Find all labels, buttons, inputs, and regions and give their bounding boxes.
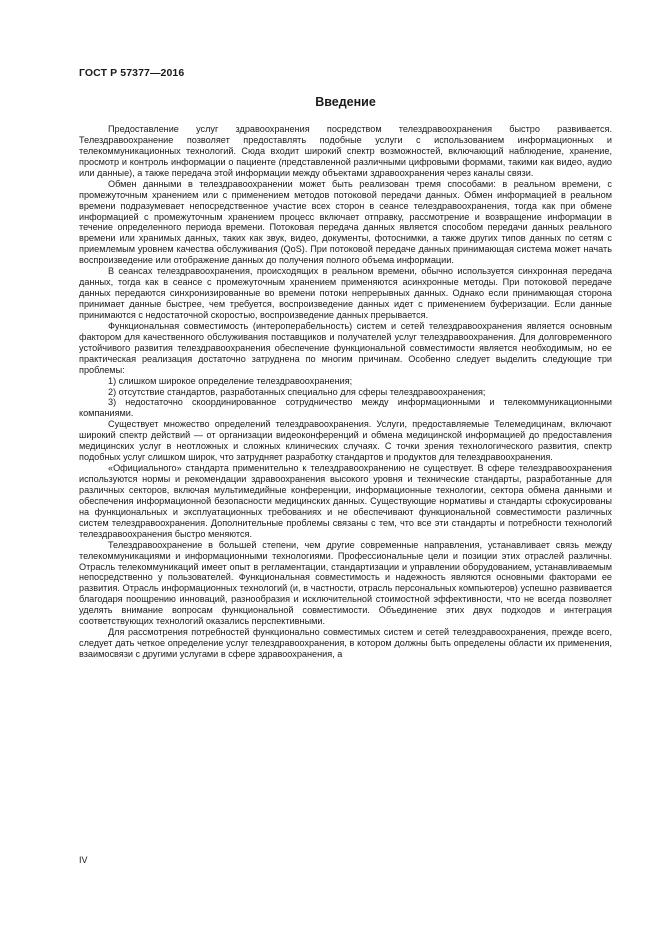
paragraph: Предоставление услуг здравоохранения посредством телездравоохранения быстро развивается. Телездравоохранение позволяет предоставлять подобные услуги с использованием информационных и телекоммуникационных технологий. Сюда входит широкий спектр возможностей, включающий наблюдение, хранение, просмотр и контроль информации о пациенте (представленной различными цифровыми формами, такими как видео, аудио или данные), а также передача этой информации между объектами здравоохранения через каналы связи. [79, 124, 612, 178]
paragraph: Телездравоохранение в большей степени, чем другие современные направления, устанавливает связь между телекоммуникациями и информационными технологиями. Профессиональные цели и позиции этих отраслей различны. Отрасль телекоммуникаций имеет опыт в регламентации, стандартизации и управлении оборудованием, устанавливаемым непосредственно у пользователей. Функциональная совместимость и надежность являются основными факторами ее развития. Отрасль информационных технологий (и, в частности, отрасль персональных компьютеров) успешно развивается благодаря поощрению инноваций, разнообразия и исключительной стоимостной эффективности, что не всегда позволяет уделять внимание вопросам функциональной совместимости. Объединение этих двух подходов и интеграция соответствующих технологий оказались перспективными. [79, 539, 612, 627]
paragraph: Обмен данными в телездравоохранении может быть реализован тремя способами: в реальном времени, с промежуточным хранением или с применением методов потоковой передачи данных. Обмен информацией в реальном времени подразумевает непосредственное участие всех сторон в сеансе телездравоохранения, тогда как при обмене информацией с промежуточным хранением процесс включает отправку, рассмотрение и возвращение информации в течение определенного периода времени. Потоковая передача данных является способом передачи данных реального времени или хранимых данных, таких как звук, видео, документы, фотоснимки, а также других типов данных по сетям с приемлемым уровнем качества обслуживания (QoS). При потоковой передаче данных принимающая система может начать воспроизведение или отображение данных до получения полного объема информации. [79, 178, 612, 266]
section-title: Введение [315, 95, 376, 109]
list-item: 1) слишком широкое определение телездравоохранения; [108, 375, 353, 386]
paragraph: Существует множество определений телездравоохранения. Услуги, предоставляемые Телемедицинам, включают широкий спектр действий — от организации видеоконференций и обмена медицинской информацией до предоставления медицинских услуг в неотложных и сложных клинических случаях. С точки зрения технологического развития, спектр подобных услуг слишком широк, что затрудняет разработку стандартов и продуктов для телездравоохранения. [79, 419, 612, 463]
paragraph: В сеансах телездравоохранения, происходящих в реальном времени, обычно используется синхронная передача данных, тогда как в сеансе с промежуточным хранением применяются асинхронные методы. При потоковой передаче данных передаются синхронизированные во времени потоки непрерывных данных. Однако если принимающая сторона принимает данные быстрее, чем требуется, воспроизведение данных идет с применением буферизации. Если данные принимаются с недостаточной скоростью, воспроизведение данных прерывается. [79, 266, 612, 320]
list-item: 2) отсутствие стандартов, разработанных специально для сферы телездравоохранения; [108, 386, 486, 397]
paragraph: «Официального» стандарта применительно к телездравоохранению не существует. В сфере телездравоохранения используются нормы и рекомендации здравоохранения высокого уровня и технические стандарты, разработанные для различных секторов, включая мультимедийные конференции, информационные технологии, сектора обмена данными и обеспечения информационной безопасности медицинских данных. Существующие нормативы и стандарты сфокусированы на функциональных и эксплуатационных требованиях и не обеспечивают функциональной совместимости различных систем телездравоохранения. Дополнительные проблемы связаны с тем, что все эти стандарты и потребности технологий телездравоохранения быстро меняются. [79, 463, 612, 539]
paragraph: Функциональная совместимость (интероперабельность) систем и сетей телездравоохранения является основным фактором для качественного обслуживания поставщиков и получателей услуг телездравоохранения. Для долговременного устойчивого развития телездравоохранения обеспечение функциональной совместимости является необходимым, но ее практическая реализация достаточно затруднена по многим причинам. Особенно следует выделить следующие три проблемы: [79, 320, 612, 375]
list-item: 3) недостаточно скоординированное сотрудничество между информационными и телекоммуникационными компаниями. [79, 397, 612, 419]
document-code: ГОСТ Р 57377—2016 [79, 67, 185, 79]
paragraph: Для рассмотрения потребностей функционально совместимых систем и сетей телездравоохранения, прежде всего, следует дать четкое определение услуг телездравоохранения, в котором должны быть определены области их применения, взаимосвязи с другими услугами в сфере здравоохранения, а [79, 627, 612, 659]
body-text [79, 124, 612, 660]
page-number: IV [79, 855, 88, 865]
